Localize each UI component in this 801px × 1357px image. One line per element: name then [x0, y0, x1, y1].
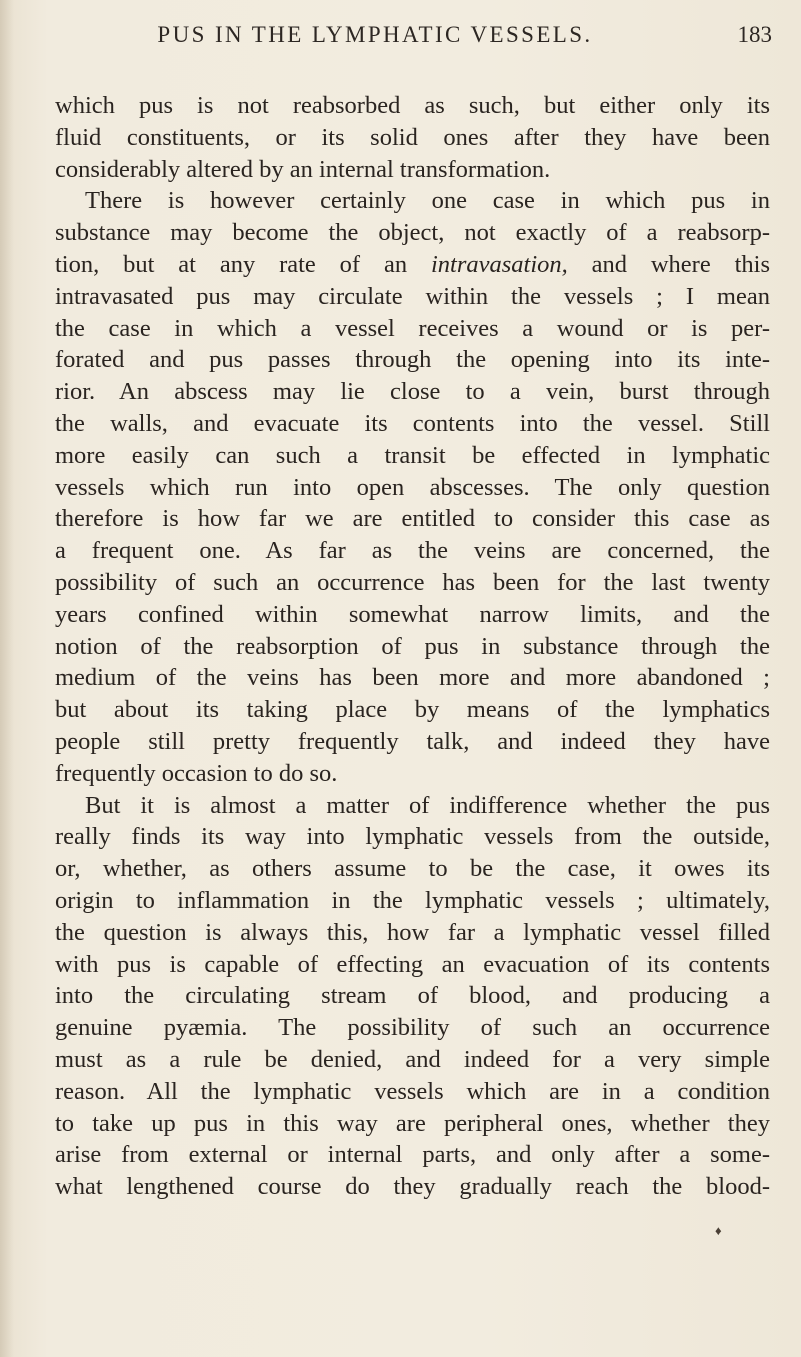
- text-line: intravasated pus may circulate within the vessels ; I mean: [55, 282, 770, 310]
- text-line: with pus is capable of effecting an evacuation of its contents: [55, 950, 770, 978]
- text-line: the walls, and evacuate its contents into the vessel. Still: [55, 409, 770, 437]
- running-title: PUS IN THE LYMPHATIC VESSELS.: [157, 22, 593, 47]
- text-line: rior. An abscess may lie close to a vein, burst through: [55, 378, 770, 406]
- footer-mark: ♦: [715, 1223, 722, 1238]
- text-line: notion of the reabsorption of pus in substance through the: [55, 632, 770, 660]
- text-line: the question is always this, how far a lymphatic vessel filled: [55, 918, 770, 946]
- text-line: or, whether, as others assume to be the case, it owes its: [55, 855, 770, 883]
- text-line: considerably altered by an internal transformation.: [55, 155, 551, 183]
- text-line: possibility of such an occurrence has been for the last twenty: [55, 568, 770, 596]
- page-header: [0, 22, 801, 62]
- text-line: but about its taking place by means of the lymphatics: [55, 696, 770, 724]
- body-text: [55, 90, 770, 1203]
- text-line: fluid constituents, or its solid ones after they have been: [55, 123, 770, 151]
- text-line: origin to inflammation in the lymphatic vessels ; ultimately,: [55, 886, 770, 914]
- text-line: substance may become the object, not exactly of a reabsorp-: [55, 219, 770, 247]
- text-line: genuine pyæmia. The possibility of such an occurrence: [55, 1014, 770, 1042]
- page-number: 183: [737, 22, 772, 47]
- text-line: therefore is how far we are entitled to consider this case as: [55, 505, 770, 533]
- text-line: frequently occasion to do so.: [55, 759, 338, 787]
- text-line: the case in which a vessel receives a wound or is per-: [55, 314, 770, 342]
- text-line: into the circulating stream of blood, and producing a: [55, 982, 770, 1010]
- text-line: which pus is not reabsorbed as such, but either only its: [55, 92, 770, 119]
- text-line: [55, 249, 770, 281]
- text-line: vessels which run into open abscesses. The only question: [55, 473, 770, 501]
- text-span: and where this: [567, 250, 770, 278]
- text-line: years confined within somewhat narrow limits, and the: [55, 600, 770, 628]
- paragraph-start-line: There is however certainly one case in which pus in: [85, 187, 770, 215]
- binding-shadow: [0, 0, 14, 1357]
- text-line: people still pretty frequently talk, and indeed they have: [55, 727, 770, 755]
- text-line: to take up pus in this way are peripheral ones, whether they: [55, 1109, 770, 1137]
- paragraph-start-line: But it is almost a matter of indifference whether the pus: [85, 791, 770, 819]
- text-line: medium of the veins has been more and more abandoned ;: [55, 664, 770, 692]
- text-line: forated and pus passes through the opening into its inte-: [55, 346, 770, 374]
- italic-term: intravasation,: [430, 250, 568, 278]
- text-line: really finds its way into lymphatic vessels from the outside,: [55, 823, 770, 851]
- text-line: what lengthened course do they gradually reach the blood-: [55, 1173, 770, 1201]
- text-span: tion, but at any rate of an: [55, 250, 431, 278]
- text-line: more easily can such a transit be effected in lymphatic: [55, 441, 770, 469]
- text-line: arise from external or internal parts, and only after a some-: [55, 1141, 770, 1169]
- text-line: reason. All the lymphatic vessels which are in a condition: [55, 1077, 770, 1105]
- text-line: a frequent one. As far as the veins are concerned, the: [55, 537, 770, 565]
- text-line: must as a rule be denied, and indeed for a very simple: [55, 1045, 770, 1073]
